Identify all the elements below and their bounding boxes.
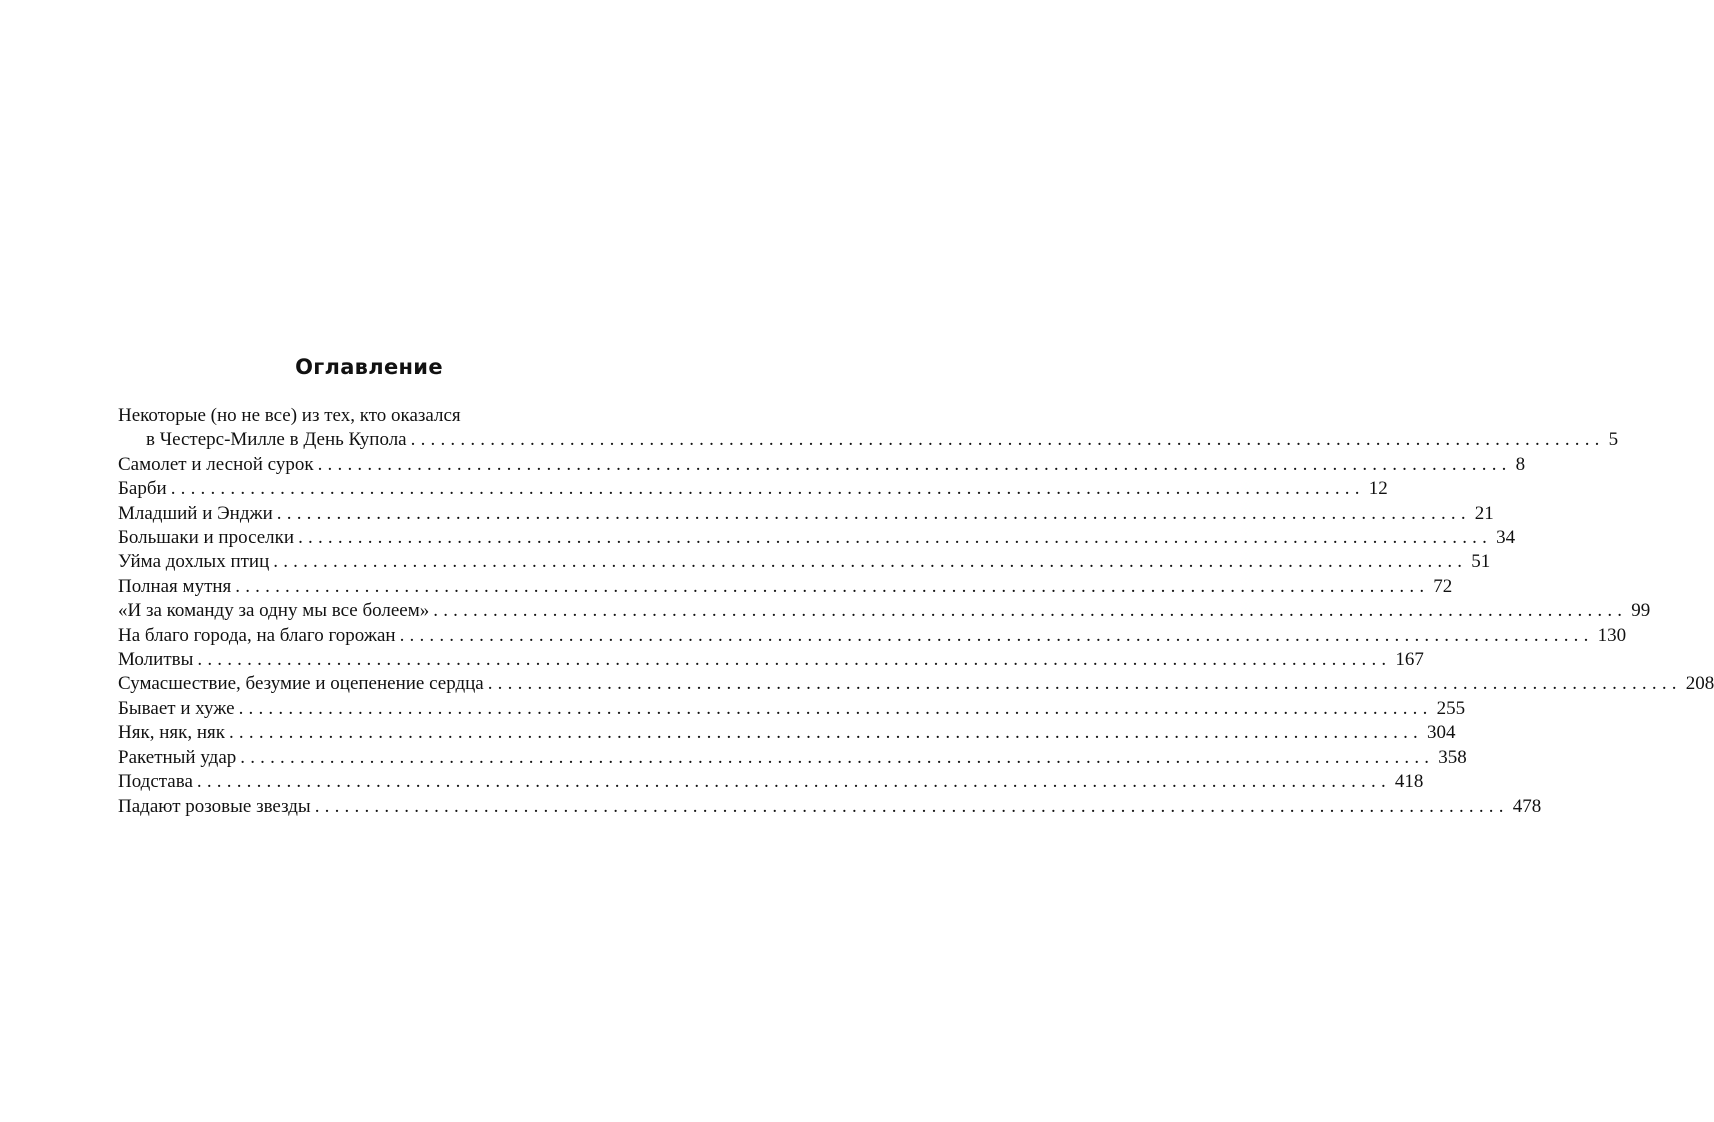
toc-dot-leader: ........................................................................................................................ — [298, 527, 1493, 549]
toc-entry-title: Подстава — [118, 771, 193, 793]
toc-page-number: 255 — [1436, 697, 1466, 719]
toc-page-number: 5 — [1608, 429, 1619, 451]
toc-page-number: 478 — [1512, 795, 1542, 817]
toc-entry-title: Некоторые (но не все) из тех, кто оказался — [118, 405, 461, 426]
toc-entry-title: Барби — [118, 478, 167, 500]
toc-dot-leader: ........................................................................................................................ — [273, 551, 1468, 573]
toc-entry-title: Полная мутня — [118, 575, 232, 597]
toc-entry[interactable] — [118, 575, 1453, 599]
toc-page-number: 21 — [1474, 502, 1494, 524]
toc-entry-title: Сумасшествие, безумие и оцепенение сердца — [118, 673, 484, 695]
toc-entry[interactable] — [118, 795, 1542, 819]
toc-entry[interactable] — [118, 624, 1627, 648]
toc-dot-leader: ........................................................................................................................ — [276, 502, 1471, 524]
toc-entry[interactable] — [118, 550, 1491, 574]
toc-page-number: 51 — [1471, 551, 1491, 573]
toc-dot-leader: ........................................................................................................................ — [238, 697, 1433, 719]
toc-page-number: 34 — [1496, 527, 1516, 549]
toc-page-number: 208 — [1685, 673, 1714, 695]
toc-page-number: 99 — [1631, 600, 1651, 622]
toc-entry[interactable] — [118, 648, 1424, 672]
toc-page-number: 8 — [1515, 453, 1526, 475]
toc-page-number: 167 — [1395, 649, 1424, 671]
toc-dot-leader: ........................................................................................................................ — [228, 722, 1423, 744]
toc-page-number: 418 — [1394, 771, 1424, 793]
toc-entry-title: Младший и Энджи — [118, 502, 273, 524]
toc-entry[interactable] — [118, 721, 1456, 745]
toc-entry-title-continued: в Честерс-Милле в День Купола — [146, 429, 407, 451]
toc-entry-title: Няк, няк, няк — [118, 722, 225, 744]
toc-entry[interactable] — [118, 770, 1424, 794]
toc-dot-leader: ........................................................................................................................ — [487, 673, 1682, 695]
toc-dot-leader: ........................................................................................................................ — [170, 478, 1365, 500]
toc-entry[interactable] — [118, 477, 1388, 501]
toc-entry[interactable] — [118, 697, 1466, 721]
toc-dot-leader: ........................................................................................................................ — [196, 771, 1391, 793]
toc-entry[interactable] — [118, 502, 1494, 526]
toc-dot-leader: ........................................................................................................................ — [410, 429, 1605, 451]
toc-entry-title: Большаки и проселки — [118, 527, 295, 549]
toc-entry[interactable] — [118, 453, 1526, 477]
toc-page-number: 12 — [1368, 478, 1388, 500]
toc-entry-title: На благо города, на благо горожан — [118, 624, 396, 646]
toc-dot-leader: ........................................................................................................................ — [235, 575, 1430, 597]
toc-entry[interactable] — [118, 526, 1516, 550]
toc-entry-title: Ракетный удар — [118, 746, 237, 768]
toc-title: Оглавление — [295, 355, 443, 379]
toc-entry[interactable] — [118, 746, 1467, 770]
toc-entry-title: Падают розовые звезды — [118, 795, 311, 817]
toc-entry-title: Уйма дохлых птиц — [118, 551, 270, 573]
toc-dot-leader: ........................................................................................................................ — [314, 795, 1509, 817]
toc-dot-leader: ........................................................................................................................ — [433, 600, 1628, 622]
toc-page-number: 130 — [1597, 624, 1627, 646]
toc-page-number: 72 — [1433, 575, 1453, 597]
toc-entry[interactable] — [118, 404, 1619, 453]
toc-list — [118, 404, 1714, 819]
toc-entry-title: Самолет и лесной сурок — [118, 453, 314, 475]
toc-dot-leader: ........................................................................................................................ — [197, 649, 1392, 671]
toc-entry[interactable] — [118, 599, 1651, 623]
toc-dot-leader: ........................................................................................................................ — [399, 624, 1594, 646]
toc-entry[interactable] — [118, 672, 1714, 696]
toc-page-number: 358 — [1438, 746, 1467, 768]
toc-page-number: 304 — [1426, 722, 1456, 744]
toc-dot-leader: ........................................................................................................................ — [240, 746, 1435, 768]
toc-entry-title: Бывает и хуже — [118, 697, 235, 719]
toc-entry-title: «И за команду за одну мы все болеем» — [118, 600, 430, 622]
toc-dot-leader: ........................................................................................................................ — [317, 453, 1512, 475]
toc-entry-title: Молитвы — [118, 649, 194, 671]
